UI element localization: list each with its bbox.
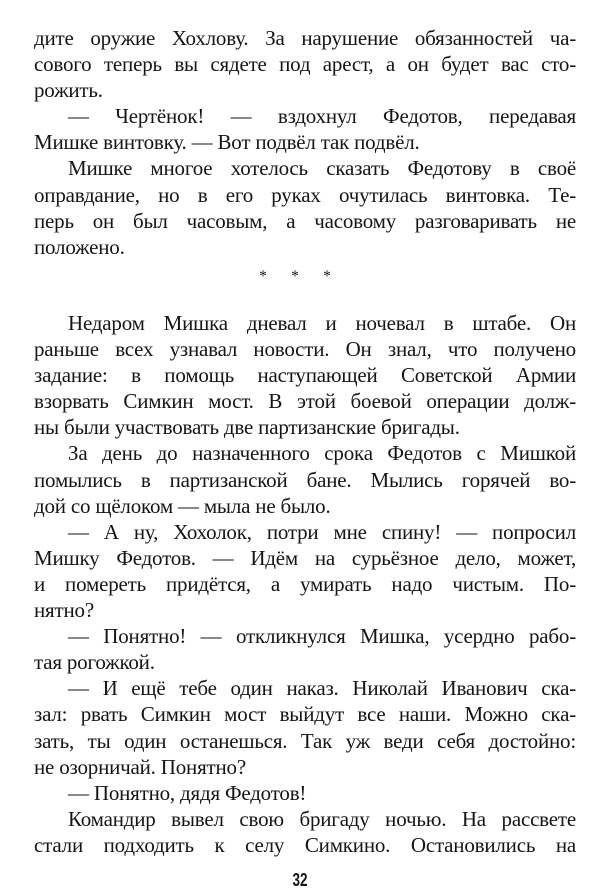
- text-line: задание: в помощь наступающей Советской Армии: [34, 363, 576, 388]
- text-line: — Понятно! — откликнулся Мишка, усердно рабо-: [68, 624, 576, 649]
- page-number: 32: [292, 870, 308, 890]
- text-line: Мишку Федотов. — Идём на сурьёзное дело, может,: [34, 545, 576, 570]
- text-line: помылись в партизанской бане. Мылись горячей во-: [34, 467, 576, 492]
- text-line: Командир вывел свою бригаду ночью. На рассвете: [68, 806, 576, 831]
- text-line: нятно?: [34, 598, 94, 623]
- text-line: раньше всех узнавал новости. Он знал, что получено: [34, 337, 576, 362]
- text-line: стали подходить к селу Симкино. Остановились на: [34, 832, 576, 857]
- text-line: — И ещё тебе один наказ. Николай Иванович ска-: [68, 676, 576, 701]
- text-line: взорвать Симкин мост. В этой боевой операции долж-: [34, 389, 576, 414]
- text-line: дой со щёлоком — мыла не было.: [34, 493, 331, 518]
- text-line: — А ну, Хохолок, потри мне спину! — попросил: [68, 519, 576, 544]
- text-line: ны были участвовать две партизанские бригады.: [34, 415, 460, 440]
- text-line: зать, ты один останешься. Так уж веди себя достойно:: [34, 728, 576, 753]
- text-line: перь он был часовым, а часовому разговаривать не: [34, 208, 576, 233]
- text-line: оправдание, но в его руках очутилась винтовка. Те-: [34, 182, 576, 207]
- text-block-bottom: [34, 310, 576, 858]
- text-line: и помереть придётся, а умирать надо чистым. По-: [34, 571, 576, 596]
- text-line: тая рогожкой.: [34, 650, 155, 675]
- text-line: сового теперь вы сядете под арест, а он будет вас сто-: [34, 52, 576, 77]
- text-line: не озорничай. Понятно?: [34, 754, 246, 779]
- text-line: Недаром Мишка дневал и ночевал в штабе. Он: [68, 311, 576, 335]
- text-line: — Чертёнок! — вздохнул Федотов, передавая: [68, 104, 576, 129]
- text-line: рожить.: [34, 78, 103, 103]
- text-line: положено.: [34, 234, 125, 259]
- text-block-top: [34, 25, 576, 260]
- text-line: зал: рвать Симкин мост выйдут все наши. Можно ска-: [34, 702, 576, 727]
- text-line: — Понятно, дядя Федотов!: [68, 780, 307, 805]
- text-line: Мишке многое хотелось сказать Федотову в своё: [68, 156, 576, 181]
- text-line: дите оружие Хохлову. За нарушение обязанностей ча-: [34, 26, 576, 50]
- text-line: За день до назначенного срока Федотов с Мишкой: [68, 441, 576, 466]
- section-separator: * * *: [259, 268, 341, 285]
- text-line: Мишке винтовку. — Вот подвёл так подвёл.: [34, 130, 420, 155]
